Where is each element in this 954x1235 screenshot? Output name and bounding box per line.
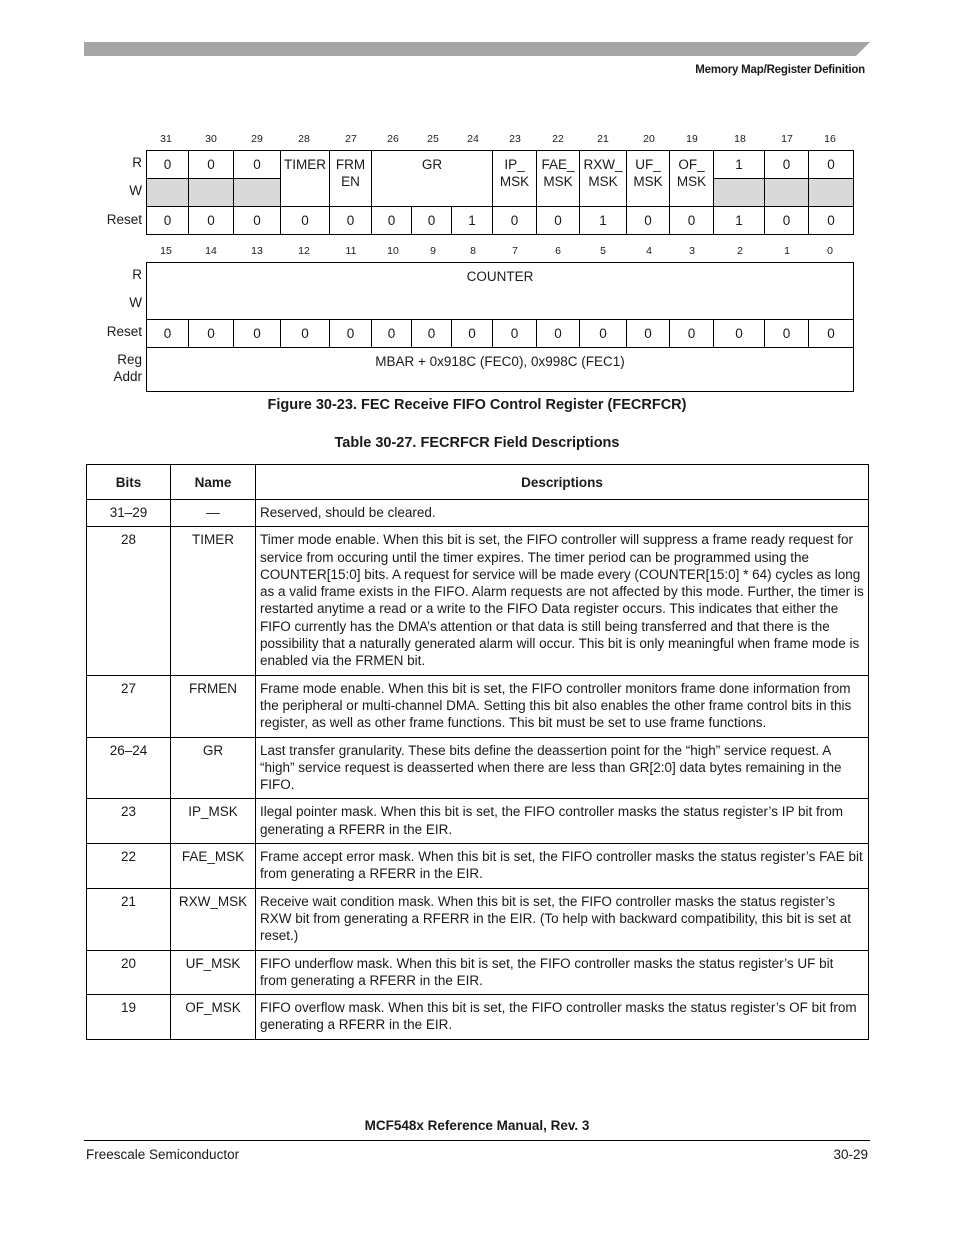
bit-number: 9 [430,245,436,257]
field-ip-line2: MSK [499,174,530,189]
field-gr-label: GR [421,157,443,172]
field-timer-label: TIMER [284,157,326,172]
reset-bit: 0 [714,320,765,348]
bit16-read: 0 [809,151,854,179]
field-ip-line1: IP_ [504,157,525,172]
row-bits: 22 [87,844,171,889]
field-fae-line2: MSK [543,174,573,189]
reset-bit: 0 [372,207,412,235]
field-ip-msk [493,151,537,207]
reset-bit: 0 [580,320,627,348]
reset-bit: 0 [627,320,670,348]
row-description: Ilegal pointer mask. When this bit is set, the FIFO controller masks the status register’s IP bit from generating a RFERR in the EIR. [256,799,869,844]
bit-number: 21 [597,133,609,145]
row-bits: 28 [87,527,171,675]
row-name: — [171,500,256,527]
field-uf-msk [627,151,670,207]
section-title: Memory Map/Register Definition [695,64,865,76]
row-description: FIFO underflow mask. When this bit is set, the FIFO controller masks the status register’s UF bit from generating a RFERR in the EIR. [256,950,869,995]
row-label-r-lower: R [132,267,142,282]
reset-bit: 0 [234,320,281,348]
bit16-write-shaded [809,179,854,207]
bit-number: 19 [686,133,698,145]
reset-bit: 0 [493,320,537,348]
row-bits: 21 [87,888,171,950]
bit-number: 18 [734,133,746,145]
field-fae-msk [537,151,580,207]
field-uf-line1: UF_ [635,157,661,172]
bit-number: 2 [737,245,743,257]
register-upper-half [146,150,854,235]
field-counter [147,263,854,320]
bit31-write-shaded [147,179,189,207]
field-timer [281,151,330,207]
reset-bit: 0 [412,320,452,348]
bit-number: 15 [160,245,172,257]
footer-company: Freescale Semiconductor [86,1147,240,1162]
bit-number: 12 [298,245,310,257]
table-row [87,799,869,844]
row-name: GR [171,737,256,799]
bit-number: 3 [689,245,695,257]
table-row [87,527,869,675]
table-row [87,888,869,950]
row-name: UF_MSK [171,950,256,995]
bit29-read: 0 [234,151,281,179]
bit-number: 6 [555,245,561,257]
reset-bit: 0 [147,207,189,235]
bit18-write-shaded [714,179,765,207]
field-frmen-line1: FRM [335,157,366,172]
table-row [87,995,869,1040]
field-frmen [330,151,372,207]
bit-number: 24 [467,133,479,145]
bit-number: 0 [827,245,833,257]
footer-page-number: 30-29 [833,1147,868,1162]
row-description: Last transfer granularity. These bits define the deassertion point for the “high” service request. A “high” service request is deasserted when there are less than GR[2:0] data bytes remaining in the FIFO. [256,737,869,799]
row-label-reset: Reset [106,212,142,227]
header-bar [84,42,870,56]
row-label-addr: Addr [113,369,142,384]
field-of-msk [670,151,714,207]
row-label-w: W [129,183,142,198]
reset-bit: 0 [670,320,714,348]
reset-bit: 0 [330,320,372,348]
row-name: FRMEN [171,675,256,737]
bit-number: 30 [205,133,217,145]
reset-bit: 0 [189,320,234,348]
bit-number: 25 [427,133,439,145]
row-bits: 23 [87,799,171,844]
bit-number: 1 [784,245,790,257]
reset-bit: 0 [234,207,281,235]
row-description: Timer mode enable. When this bit is set, the FIFO controller will suppress a frame ready request for service from occuring until the timer expires. The timer period can be programmed using the COUNTER[15:0] bits. A request for service will be made every (COUNTER[15:0] * 64) cycles as long as a valid frame exists in the FIFO. Alarm requests are not affected by this mode. Further, the timer is restarted anytime a read or a write to the FIFO Data register occurs. This indicates that either the FIFO currently has the DMA’s attention or that data is still being transferred and that there is the possibility that a naturally generated alarm will occur. This bit is only meaningful when frame mode is enabled via the FRMEN bit. [256,527,869,675]
reset-bit: 0 [189,207,234,235]
bit-number: 4 [646,245,652,257]
row-label-r: R [132,155,142,170]
bit-number: 16 [824,133,836,145]
table-row [87,500,869,527]
row-bits: 26–24 [87,737,171,799]
row-name: RXW_MSK [171,888,256,950]
reset-bit: 0 [372,320,412,348]
field-rxw-msk [580,151,627,207]
reset-bit: 0 [147,320,189,348]
bit29-write-shaded [234,179,281,207]
row-description: Frame mode enable. When this bit is set, the FIFO controller monitors frame done information from the peripheral or multi-channel DMA. Setting this bit also enables the other frame control bits in this register, as well as other frame functions. This bit must be set to use frame functions. [256,675,869,737]
footer-manual-title: MCF548x Reference Manual, Rev. 3 [364,1118,590,1133]
bit-number: 8 [470,245,476,257]
reset-bit: 0 [537,320,580,348]
bit-number: 10 [387,245,399,257]
field-counter-label: COUNTER [466,269,534,284]
bit-number: 27 [345,133,357,145]
bit17-write-shaded [765,179,809,207]
header-name: Name [171,465,256,500]
footer-divider [84,1140,870,1141]
row-label-w-lower: W [129,295,142,310]
reset-bit: 0 [809,207,854,235]
row-description: Frame accept error mask. When this bit is set, the FIFO controller masks the status register’s FAE bit from generating a RFERR in the EIR. [256,844,869,889]
table-row [87,844,869,889]
table-row [87,675,869,737]
row-description: Reserved, should be cleared. [256,500,869,527]
reset-bit: 0 [330,207,372,235]
table-row [87,950,869,995]
bit-number: 11 [345,245,357,257]
figure-caption: Figure 30-23. FEC Receive FIFO Control Register (FECRFCR) [267,397,687,413]
upper-bit-numbers [146,133,853,147]
bit17-read: 0 [765,151,809,179]
row-name: OF_MSK [171,995,256,1040]
register-lower-half [146,262,854,392]
field-uf-line2: MSK [633,174,663,189]
register-address [147,348,854,392]
header-descriptions: Descriptions [256,465,869,500]
reset-bit: 0 [537,207,580,235]
bit-number: 20 [643,133,655,145]
table-caption: Table 30-27. FECRFCR Field Descriptions [334,435,620,451]
row-name: FAE_MSK [171,844,256,889]
reset-bit: 0 [765,320,809,348]
reset-bit: 0 [627,207,670,235]
field-rxw-line2: MSK [588,174,618,189]
field-fae-line1: FAE_ [541,157,575,172]
reset-bit: 1 [452,207,493,235]
header-bits: Bits [87,465,171,500]
bit30-read: 0 [189,151,234,179]
bit-number: 26 [387,133,399,145]
bit18-read: 1 [714,151,765,179]
table-header-row [87,465,869,500]
row-label-reg: Reg [117,352,142,367]
bit31-read: 0 [147,151,189,179]
bit-number: 5 [600,245,606,257]
row-bits: 27 [87,675,171,737]
field-rxw-line1: RXW_ [583,157,623,172]
field-of-line1: OF_ [678,157,705,172]
row-name: IP_MSK [171,799,256,844]
bit-number: 14 [205,245,217,257]
bit-number: 29 [251,133,263,145]
reset-bit: 0 [493,207,537,235]
reset-bit: 0 [670,207,714,235]
row-bits: 19 [87,995,171,1040]
reset-bit: 1 [714,207,765,235]
bit-number: 28 [298,133,310,145]
bit-number: 17 [781,133,793,145]
row-name: TIMER [171,527,256,675]
lower-bit-numbers [146,245,853,259]
reset-bit: 0 [765,207,809,235]
reset-bit: 0 [281,320,330,348]
bit-number: 23 [509,133,521,145]
bit30-write-shaded [189,179,234,207]
reset-bit: 0 [412,207,452,235]
row-bits: 20 [87,950,171,995]
field-frmen-line2: EN [341,174,360,189]
reset-bit: 1 [580,207,627,235]
reset-bit: 0 [281,207,330,235]
reset-bit: 0 [809,320,854,348]
row-description: FIFO overflow mask. When this bit is set, the FIFO controller masks the status register’s OF bit from generating a RFERR in the EIR. [256,995,869,1040]
field-descriptions-table [86,464,869,1040]
row-label-reset-lower: Reset [106,324,142,339]
bit-number: 13 [251,245,263,257]
row-bits: 31–29 [87,500,171,527]
field-of-line2: MSK [676,174,707,189]
bit-number: 22 [552,133,564,145]
bit-number: 31 [160,133,172,145]
bit-number: 7 [512,245,518,257]
reset-bit: 0 [452,320,493,348]
field-gr [372,151,493,207]
register-address-text: MBAR + 0x918C (FEC0), 0x998C (FEC1) [375,354,625,369]
table-row [87,737,869,799]
row-description: Receive wait condition mask. When this bit is set, the FIFO controller masks the status register’s RXW bit from generating a RFERR in the EIR. (To help with backward compatibility, this bit is set at reset.) [256,888,869,950]
